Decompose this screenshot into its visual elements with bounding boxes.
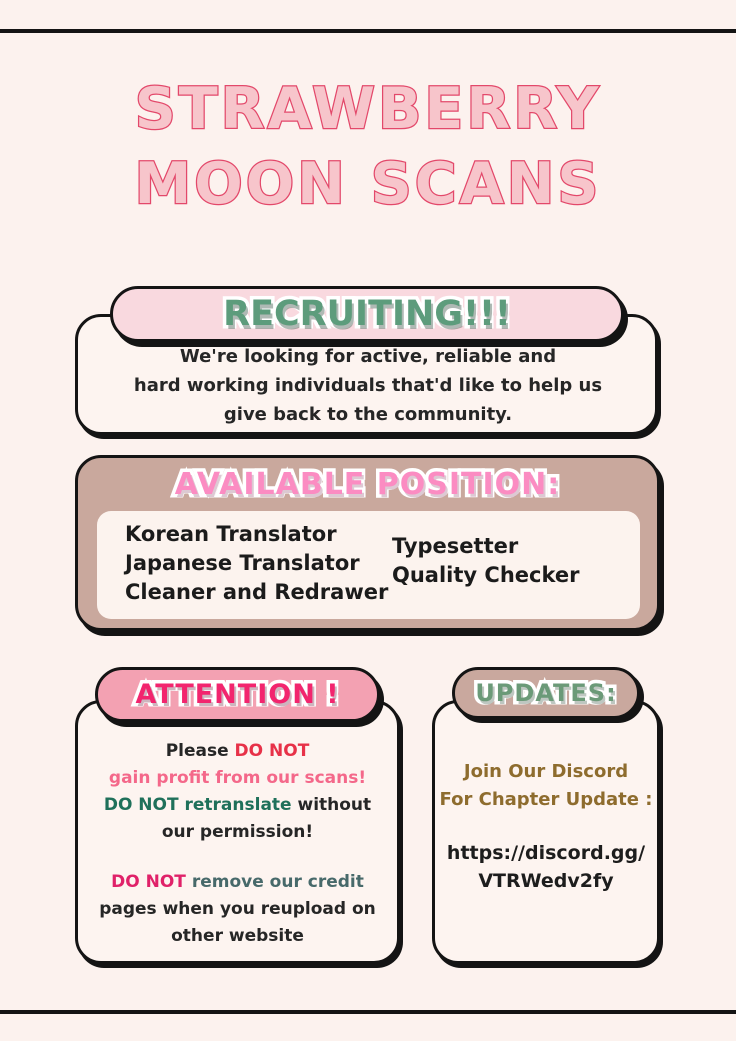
updates-banner xyxy=(452,667,640,719)
discord-url-line[interactable]: VTRWedv2fy xyxy=(478,870,614,892)
updates-content xyxy=(432,758,660,895)
page-title xyxy=(0,72,736,222)
discord-link[interactable] xyxy=(432,839,660,895)
position-item: Japanese Translator xyxy=(125,551,360,575)
positions-heading: AVAILABLE POSITION: xyxy=(174,467,561,502)
recruiting-line: We're looking for active, reliable and xyxy=(179,346,557,367)
attention-rules xyxy=(75,738,400,950)
discord-url-line[interactable]: https://discord.gg/ xyxy=(446,842,646,864)
attention-line: other website xyxy=(171,926,304,946)
recruiting-heading: RECRUITING!!! xyxy=(223,294,511,334)
attention-line: Please DO NOT xyxy=(165,741,310,761)
attention-line: DO NOT retranslate without xyxy=(103,795,372,815)
position-item: Quality Checker xyxy=(392,563,580,587)
attention-line: our permission! xyxy=(161,822,314,842)
attention-paragraph-1 xyxy=(75,738,400,846)
updates-line: For Chapter Update : xyxy=(439,789,653,810)
recruiting-line: give back to the community. xyxy=(223,404,513,425)
bottom-divider xyxy=(0,1010,736,1014)
recruiting-line: hard working individuals that'd like to help us xyxy=(133,375,603,396)
positions-column-right xyxy=(392,532,579,590)
attention-heading: ATTENTION ! xyxy=(135,679,340,710)
attention-line: pages when you reupload on xyxy=(99,899,376,919)
top-divider xyxy=(0,29,736,33)
title-line-2: MOON SCANS xyxy=(134,151,602,218)
positions-section xyxy=(75,455,660,631)
title-line-1: STRAWBERRY xyxy=(134,76,602,142)
updates-line: Join Our Discord xyxy=(463,761,629,782)
position-item: Cleaner and Redrawer xyxy=(125,580,389,604)
attention-line: DO NOT remove our credit xyxy=(111,872,364,892)
attention-banner xyxy=(95,667,380,722)
updates-heading: UPDATES: xyxy=(475,679,617,707)
positions-list-panel xyxy=(97,511,640,619)
attention-line: gain profit from our scans! xyxy=(108,768,367,788)
recruiting-description xyxy=(0,342,736,429)
positions-column-left xyxy=(125,520,388,607)
position-item: Typesetter xyxy=(392,534,519,558)
position-item: Korean Translator xyxy=(125,522,337,546)
recruiting-banner xyxy=(110,286,624,342)
attention-paragraph-2 xyxy=(75,869,400,950)
